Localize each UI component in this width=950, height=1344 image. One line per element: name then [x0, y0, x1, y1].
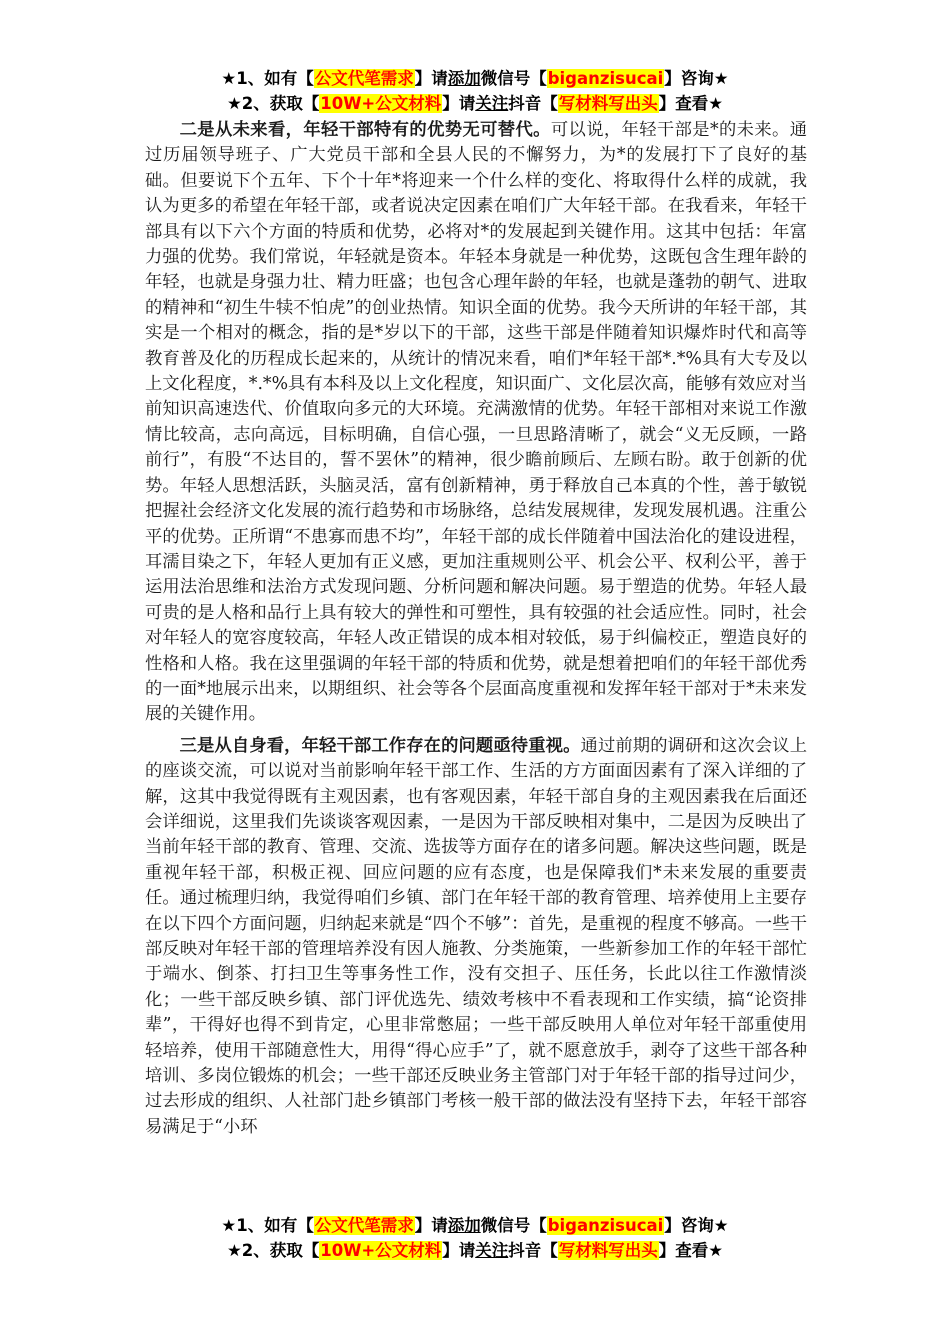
- highlight-douyin-account: 写材料写出头: [558, 1241, 658, 1260]
- banner-text: 】咨询★: [664, 69, 729, 88]
- emphasis-follow: 关注: [475, 94, 509, 113]
- paragraph-future-advantages: [145, 118, 807, 728]
- emphasis-add: 添加: [447, 69, 481, 88]
- paragraph-lead: 三是从自身看，年轻干部工作存在的问题亟待重视。: [179, 735, 581, 756]
- document-body: [145, 118, 807, 1140]
- banner-line-2: [118, 1238, 832, 1263]
- banner-text: 】请: [414, 69, 448, 88]
- banner-text: ★1、如有【: [221, 69, 314, 88]
- highlight-wechat-id: biganzisucai: [547, 1216, 664, 1235]
- paragraph-self-problems: [145, 734, 807, 1141]
- paragraph-lead: 二是从未来看，年轻干部特有的优势无可替代。: [179, 120, 551, 140]
- banner-line-1: [118, 66, 832, 91]
- banner-text: 】查看★: [658, 1241, 724, 1260]
- banner-line-1: [118, 1213, 832, 1238]
- banner-text: 】查看★: [658, 94, 724, 113]
- highlight-douyin-account: 写材料写出头: [558, 94, 658, 113]
- highlight-materials: 10W+公文材料: [320, 1241, 442, 1260]
- banner-text: 】请: [414, 1216, 448, 1235]
- banner-text: 抖音【: [508, 1241, 558, 1260]
- banner-text: 】请: [442, 94, 476, 113]
- header-banner: [118, 66, 832, 116]
- paragraph-body: 可以说，年轻干部是*的未来。通过历届领导班子、广大党员干部和全县人民的不懈努力，为*的发展打下了良好的基础。但要说下个五年、下个十年*将迎来一个什么样的变化、将取得什么样的成就，我认为更多的希望在年轻干部，或者说决定因素在咱们广大年轻干部。在我看来，年轻干部具有以下六个方面的特质和优势，必将对*的发展起到关键作用。这其中包括：年富力强的优势。我们常说，年轻就是资本。年轻本身就是一种优势，这既包含生理年龄的年轻，也就是身强力壮、精力旺盛；也包含心理年龄的年轻，也就是蓬勃的朝气、进取的精神和“初生牛犊不怕虎”的创业热情。知识全面的优势。我今天所讲的年轻干部，其实是一个相对的概念，指的是*岁以下的干部，这些干部是伴随着知识爆炸时代和高等教育普及化的历程成长起来的，从统计的情况来看，咱们*年轻干部*.*%具有大专及以上文化程度，*.*%具有本科及以上文化程度，知识面广、文化层次高，能够有效应对当前知识高速迭代、价值取向多元的大环境。充满激情的优势。年轻干部相对来说工作激情比较高，志向高远，目标明确，自信心强，一旦思路清晰了，就会“义无反顾，一路前行”，有股“不达目的，誓不罢休”的精神，很少瞻前顾后、左顾右盼。敢于创新的优势。年轻人思想活跃，头脑灵活，富有创新精神，勇于释放自己本真的个性，善于敏锐把握社会经济文化发展的流行趋势和市场脉络，总结发展规律，发现发展机遇。注重公平的优势。正所谓“不患寡而患不均”，年轻干部的成长伴随着中国法治化的建设进程，耳濡目染之下，年轻人更加有正义感，更加注重规则公平、机会公平、权利公平，善于运用法治思维和法治方式发现问题、分析问题和解决问题。易于塑造的优势。年轻人最可贵的是人格和品行上具有较大的弹性和可塑性，具有较强的社会适应性。同时，社会对年轻人的宽容度较高，年轻人改正错误的成本相对较低，易于纠偏校正，塑造良好的性格和人格。我在这里强调的年轻干部的特质和优势，就是想着把咱们的年轻干部优秀的一面*地展示出来，以期组织、社会等各个层面高度重视和发挥年轻干部对于*未来发展的关键作用。: [145, 120, 807, 725]
- banner-line-2: [118, 91, 832, 116]
- highlight-service: 公文代笔需求: [314, 69, 414, 88]
- paragraph-body: 通过前期的调研和这次会议上的座谈交流，可以说对当前影响年轻干部工作、生活的方方面面因素有了深入详细的了解，这其中我觉得既有主观因素，也有客观因素，年轻干部自身的主观因素我在后面还会详细说，这里我们先谈谈客观因素，一是因为干部反映相对集中，二是因为反映出了当前年轻干部的教育、管理、交流、选拔等方面存在的诸多问题。解决这些问题，既是重视年轻干部，积极正视、回应问题的应有态度，也是保障我们*未来发展的重要责任。通过梳理归纳，我觉得咱们乡镇、部门在年轻干部的教育管理、培养使用上主要存在以下四个方面问题，归纳起来就是“四个不够”：首先，是重视的程度不够高。一些干部反映对年轻干部的管理培养没有因人施教、分类施策，一些新参加工作的年轻干部忙于端水、倒茶、打扫卫生等事务性工作，没有交担子、压任务，长此以往工作激情淡化；一些干部反映乡镇、部门评优选先、绩效考核中不看表现和工作实绩，搞“论资排辈”，干得好也得不到肯定，心里非常憋屈；一些干部反映用人单位对年轻干部重使用轻培养，使用干部随意性大，用得“得心应手”了，就不愿意放手，剥夺了这些干部各种培训、多岗位锻炼的机会；一些干部还反映业务主管部门对于年轻干部的指导过问少，过去形成的组织、人社部门赴乡镇部门考核一般干部的做法没有坚持下去，年轻干部容易满足于“小环: [145, 735, 807, 1137]
- banner-text: 】咨询★: [664, 1216, 729, 1235]
- emphasis-follow: 关注: [475, 1241, 509, 1260]
- banner-text: ★2、获取【: [226, 94, 320, 113]
- emphasis-add: 添加: [447, 1216, 481, 1235]
- banner-text: ★1、如有【: [221, 1216, 314, 1235]
- banner-text: 】请: [442, 1241, 476, 1260]
- banner-text: 微信号【: [480, 1216, 547, 1235]
- highlight-wechat-id: biganzisucai: [547, 69, 664, 88]
- highlight-materials: 10W+公文材料: [320, 94, 442, 113]
- banner-text: 微信号【: [480, 69, 547, 88]
- footer-banner: [118, 1213, 832, 1263]
- banner-text: ★2、获取【: [226, 1241, 320, 1260]
- highlight-service: 公文代笔需求: [314, 1216, 414, 1235]
- banner-text: 抖音【: [508, 94, 558, 113]
